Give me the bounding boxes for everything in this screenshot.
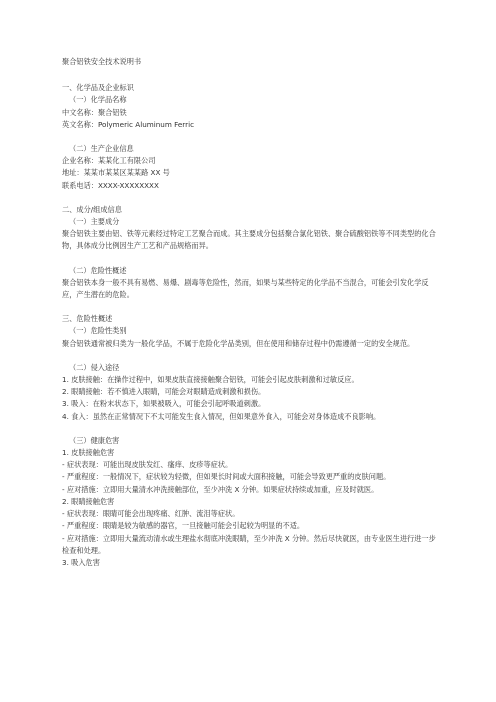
route-ingestion: 4. 食入：虽然在正常情况下不太可能发生食入情况，但如果意外食入，可能会对身体造成不良影响。 bbox=[62, 411, 381, 421]
document-page bbox=[62, 56, 442, 569]
document-title: 聚合铝铁安全技术说明书 bbox=[62, 57, 142, 66]
health-inhalation-heading: 3. 吸入危害 bbox=[62, 557, 100, 567]
health-eye-measures: - 应对措施：立即用大量流动清水或生理盐水彻底冲洗眼睛，至少冲洗 X 分钟。然后尽快就医，由专业医生进行进一步检查和处理。 bbox=[62, 533, 436, 555]
hazard-category-paragraph: 聚合铝铁通常被归类为一般化学品，不属于危险化学品类别，但在使用和储存过程中仍需遵循一定的安全规范。 bbox=[62, 338, 415, 348]
english-name: 英文名称：Polymeric Aluminum Ferric bbox=[62, 119, 195, 129]
subsection-exposure-routes: （二）侵入途径 bbox=[69, 362, 120, 372]
health-skin-measures: - 应对措施：立即用大量清水冲洗接触部位，至少冲洗 X 分钟。如果症状持续或加重，应及时就医。 bbox=[62, 484, 379, 494]
section-2-heading: 二、成分/组成信息 bbox=[62, 204, 122, 214]
components-paragraph: 聚合铝铁主要由铝、铁等元素经过特定工艺聚合而成。其主要成分包括聚合氯化铝铁、聚合硫酸铝铁等不同类型的化合物，具体成分比例因生产工艺和产品规格而异。 bbox=[62, 229, 436, 251]
chinese-name: 中文名称：聚合铝铁 bbox=[62, 107, 127, 117]
subsection-company-info: （二）生产企业信息 bbox=[69, 144, 134, 154]
health-skin-heading: 1. 皮肤接触危害 bbox=[62, 448, 115, 458]
subsection-hazard-overview: （二）危险性概述 bbox=[69, 265, 127, 275]
section-3-heading: 三、危险性概述 bbox=[62, 314, 113, 324]
company-address: 地址：某某市某某区某某路 XX 号 bbox=[62, 168, 170, 178]
route-inhalation: 3. 吸入：在粉末状态下，如果被吸入，可能会引起呼吸道刺激。 bbox=[62, 399, 266, 409]
company-name: 企业名称：某某化工有限公司 bbox=[62, 156, 156, 166]
health-skin-severity: - 严重程度：一般情况下，症状较为轻微，但如果长时间或大面积接触，可能会导致更严重的皮肤问题。 bbox=[62, 472, 391, 482]
subsection-hazard-category: （一）危险性类别 bbox=[69, 326, 127, 336]
health-eye-severity: - 严重程度：眼睛是较为敏感的器官，一旦接触可能会引起较为明显的不适。 bbox=[62, 521, 305, 531]
company-phone: 联系电话：XXXX-XXXXXXXX bbox=[62, 180, 159, 190]
subsection-chemical-name: （一）化学品名称 bbox=[69, 95, 127, 105]
route-eye-contact: 2. 眼睛接触：若不慎进入眼睛，可能会对眼睛造成刺激和损伤。 bbox=[62, 387, 266, 397]
subsection-health-hazards: （三）健康危害 bbox=[69, 435, 120, 445]
hazard-overview-paragraph: 聚合铝铁本身一般不具有易燃、易爆、剧毒等危险性，然而，如果与某些特定的化学品不当混合，可能会引发化学反应，产生潜在的危险。 bbox=[62, 277, 429, 300]
subsection-main-components: （一）主要成分 bbox=[69, 217, 120, 227]
health-eye-symptoms: - 症状表现：眼睛可能会出现疼痛、红肿、流泪等症状。 bbox=[62, 509, 240, 519]
health-eye-heading: 2. 眼睛接触危害 bbox=[62, 496, 115, 506]
section-1-heading: 一、化学品及企业标识 bbox=[62, 83, 134, 93]
health-skin-symptoms: - 症状表现：可能出现皮肤发红、瘙痒、皮疹等症状。 bbox=[62, 460, 233, 470]
route-skin-contact: 1. 皮肤接触：在操作过程中，如果皮肤直接接触聚合铝铁，可能会引起皮肤刺激和过敏反应。 bbox=[62, 375, 359, 385]
